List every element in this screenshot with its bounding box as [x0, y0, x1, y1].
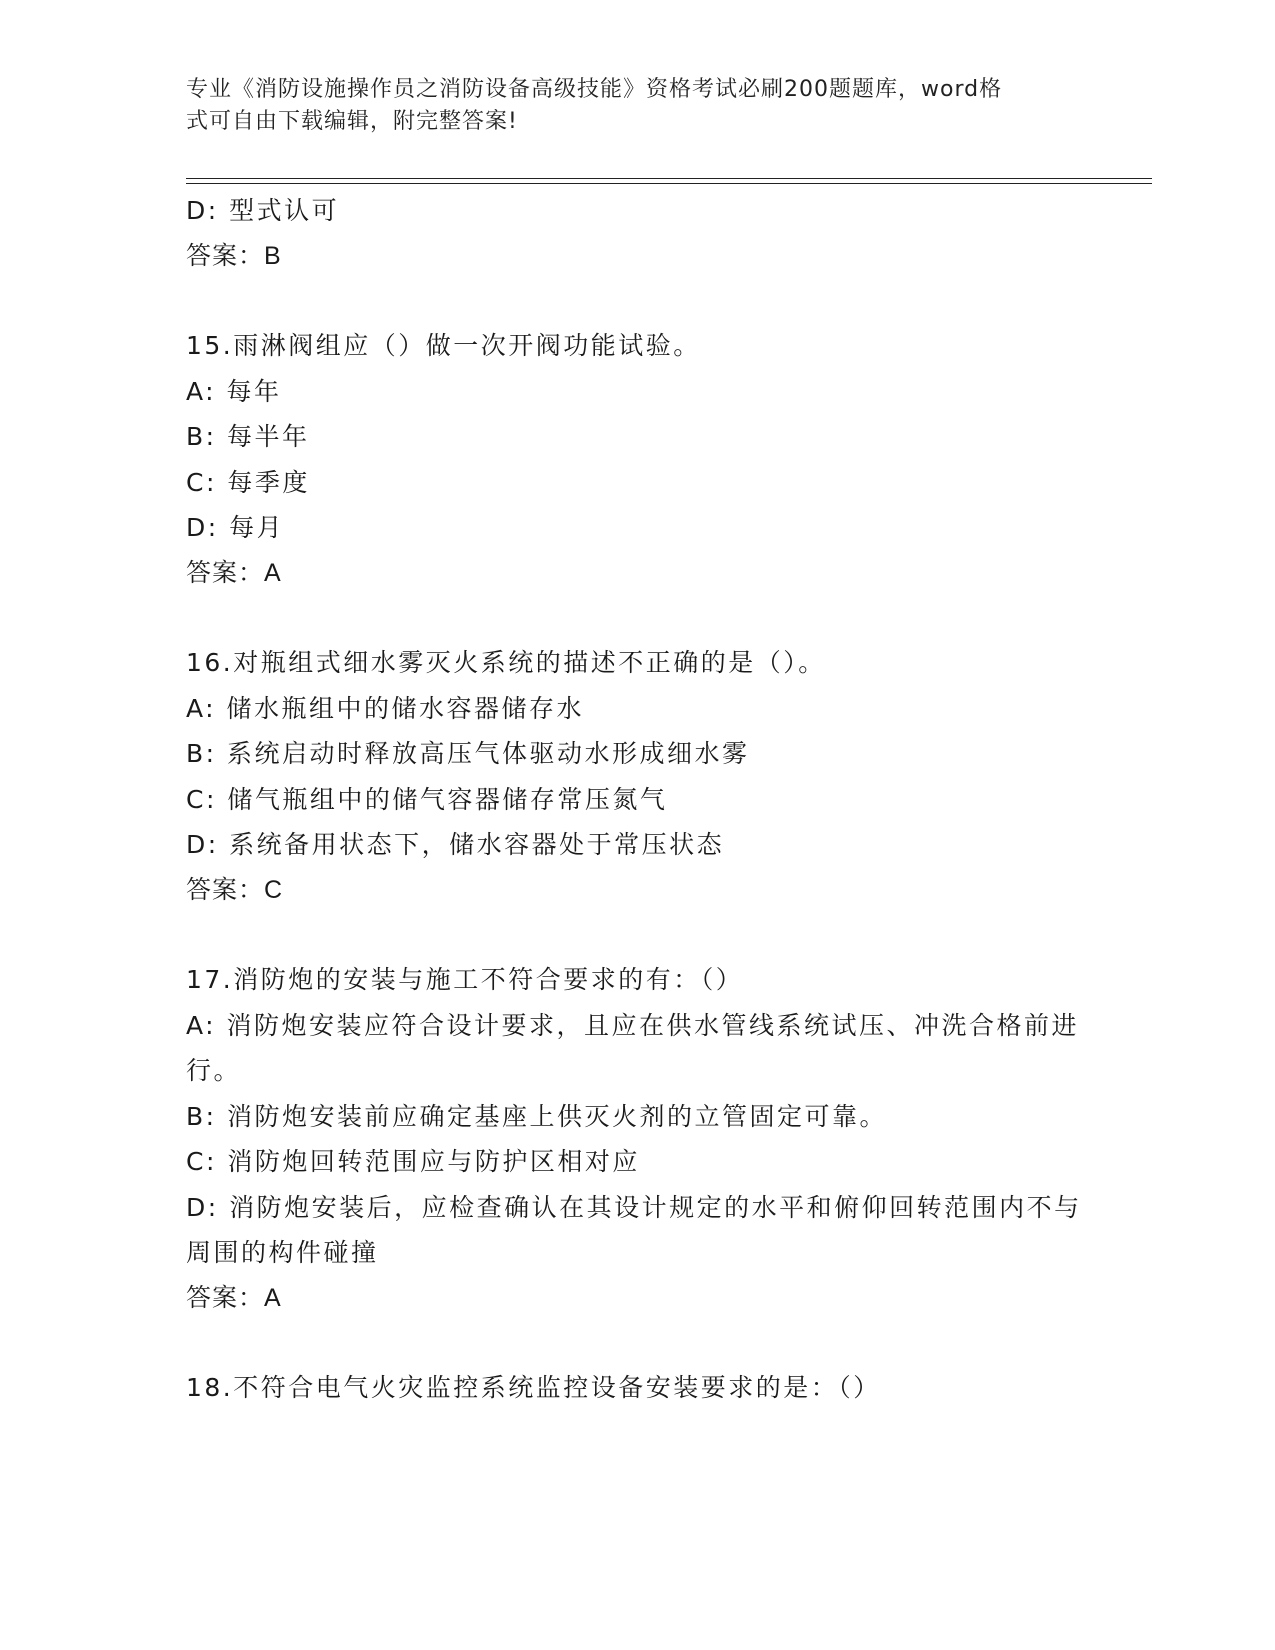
option-c: C: 消防炮回转范围应与防护区相对应: [186, 1147, 640, 1176]
header-line-2: 式可自由下载编辑，附完整答案!: [186, 109, 518, 134]
header-divider-top: [186, 178, 1152, 179]
option-a: A: 消防炮安装应符合设计要求，且应在供水管线系统试压、冲洗合格前进行。: [186, 1010, 1080, 1085]
option-c: C: 储气瓶组中的储气容器储存常压氮气: [186, 784, 668, 814]
header-line-1: 专业《消防设施操作员之消防设备高级技能》资格考试必刷200题题库，word格: [186, 77, 1003, 102]
answer: 答案：A: [186, 558, 282, 587]
option-a: A: 储水瓶组中的储水容器储存水: [186, 693, 585, 723]
question-18: [186, 1365, 1086, 1411]
option-d: D: 每月: [186, 513, 285, 542]
answer: 答案：C: [186, 875, 284, 904]
question-stem: 15.雨淋阀组应（）做一次开阀功能试验。: [186, 331, 701, 360]
question-15: [186, 323, 1086, 596]
question-17: [186, 957, 1086, 1321]
question-stem: 18.不符合电气火灾监控系统监控设备安装要求的是：（）: [186, 1373, 881, 1402]
question-16: [186, 640, 1086, 913]
option-a: A: 每年: [186, 376, 282, 406]
question-stem: 16.对瓶组式细水雾灭火系统的描述不正确的是（）。: [186, 648, 826, 677]
option-b: B: 每半年: [186, 422, 310, 451]
answer: 答案：B: [186, 241, 282, 270]
option-b: B: 消防炮安装前应确定基座上供灭火剂的立管固定可靠。: [186, 1101, 888, 1131]
question-stem: 17.消防炮的安装与施工不符合要求的有：（）: [186, 965, 744, 994]
option-d: D: 型式认可: [186, 196, 340, 225]
option-d: D: 消防炮安装后，应检查确认在其设计规定的水平和俯仰回转范围内不与周围的构件碰撞: [186, 1192, 1082, 1267]
header-divider-bottom: [186, 183, 1152, 184]
option-c: C: 每季度: [186, 467, 310, 497]
option-b: B: 系统启动时释放高压气体驱动水形成细水雾: [186, 739, 750, 768]
option-d: D: 系统备用状态下，储水容器处于常压状态: [186, 830, 725, 859]
document-header: [186, 74, 1066, 138]
question-content: [186, 188, 1086, 1411]
answer: 答案：A: [186, 1283, 282, 1312]
